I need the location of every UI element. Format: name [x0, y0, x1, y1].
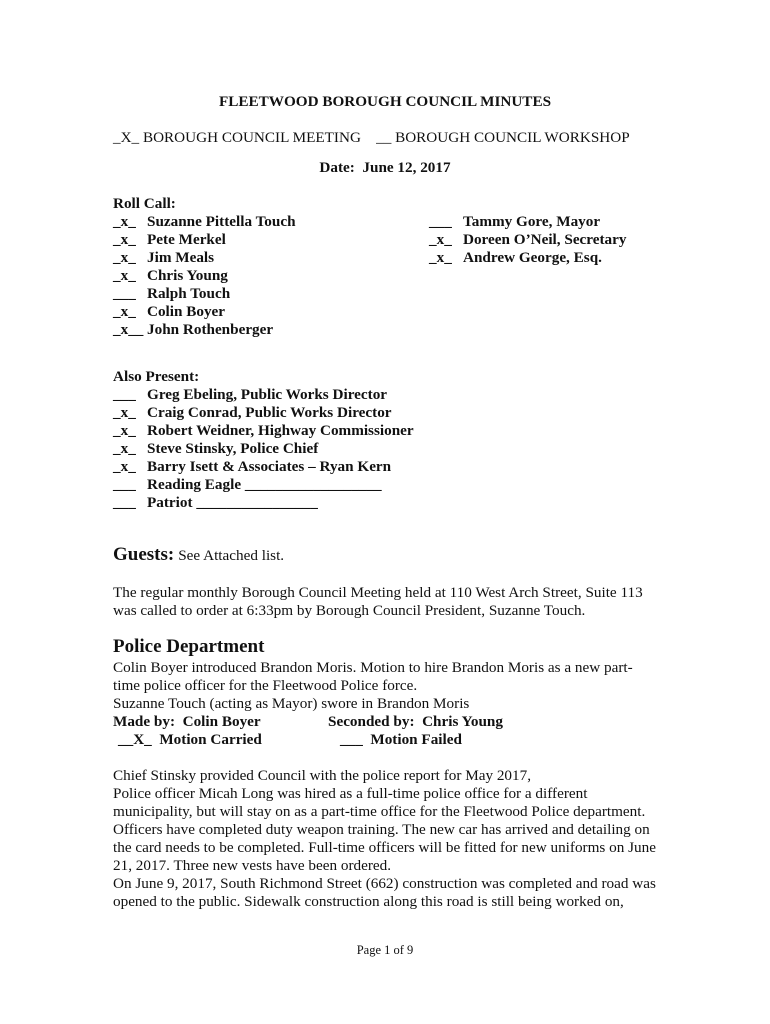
roll-call-label: Roll Call: [113, 195, 176, 212]
roll-call-item [113, 249, 214, 267]
attendance-mark: _x_ [113, 213, 136, 230]
member-name: John Rothenberger [147, 321, 274, 338]
attendee-name: Patriot ________________ [147, 494, 318, 511]
document-title: FLEETWOOD BOROUGH COUNCIL MINUTES [218, 93, 552, 110]
attendance-mark: _x_ [113, 231, 136, 248]
also-present-item [113, 386, 387, 404]
attendee-name: Robert Weidner, Highway Commissioner [147, 422, 414, 439]
member-name: Jim Meals [147, 249, 215, 266]
police-swearing-in: Suzanne Touch (acting as Mayor) swore in Brandon Moris [113, 695, 470, 712]
attendance-mark: _x_ [113, 404, 136, 421]
officer-item [429, 249, 602, 267]
also-present-item [113, 422, 414, 440]
officer-item [429, 213, 600, 231]
police-report-intro: Chief Stinsky provided Council with the police report for May 2017, [113, 767, 532, 784]
attendance-mark: ___ [113, 285, 136, 302]
intro-paragraph: The regular monthly Borough Council Meeting held at 110 West Arch Street, Suite 113 was called to order at 6:33pm by Borough Council President, Suzanne Touch. [113, 584, 643, 619]
attendee-name: Greg Ebeling, Public Works Director [147, 386, 388, 403]
guests-text: See Attached list. [178, 547, 285, 564]
member-name: Suzanne Pittella Touch [147, 213, 296, 230]
member-name: Pete Merkel [147, 231, 226, 248]
also-present-label: Also Present: [113, 368, 200, 385]
attendance-mark: ___ [429, 213, 452, 230]
attendance-mark: ___ [113, 476, 136, 493]
roll-call-item [113, 285, 230, 303]
attendance-mark: _x_ [113, 422, 136, 439]
member-name: Chris Young [147, 267, 228, 284]
motion-carried: __X_ Motion Carried [118, 731, 262, 748]
officer-name: Doreen O’Neil, Secretary [463, 231, 627, 248]
page-number: Page 1 of 9 [356, 943, 414, 957]
guests-label: Guests: [113, 544, 175, 565]
officer-item [429, 231, 627, 249]
police-report-body: Police officer Micah Long was hired as a full-time police office for a different municipality, but will stay on as a part-time office for the Fleetwood Police department. Officers have completed duty weapon training. The new car has arrived and detailing on the card needs to be completed. Full-time officers will be fitted for new uniforms on June 21, 2017. Three new vests have been ordered. [113, 785, 656, 874]
motion-failed: ___ Motion Failed [340, 731, 462, 748]
meeting-type-line: _X_ BOROUGH COUNCIL MEETING __ BOROUGH COUNCIL WORKSHOP [113, 129, 630, 146]
roll-call-item [113, 267, 228, 285]
attendee-name: Barry Isett & Associates – Ryan Kern [147, 458, 392, 475]
member-name: Colin Boyer [147, 303, 226, 320]
roll-call-item [113, 213, 296, 231]
attendance-mark: _x_ [429, 231, 452, 248]
guests-line [113, 544, 284, 566]
attendee-name: Reading Eagle __________________ [147, 476, 382, 493]
roll-call-item [113, 303, 225, 321]
attendance-mark: _x_ [113, 249, 136, 266]
also-present-item [113, 440, 318, 458]
also-present-item [113, 494, 318, 512]
officer-name: Tammy Gore, Mayor [463, 213, 601, 230]
motion-seconded-by: Seconded by: Chris Young [328, 713, 503, 730]
attendee-name: Steve Stinsky, Police Chief [147, 440, 319, 457]
attendance-mark: ___ [113, 386, 136, 403]
attendance-mark: _x_ [113, 303, 136, 320]
police-paragraph: Colin Boyer introduced Brandon Moris. Motion to hire Brandon Moris as a new part-time police officer for the Fleetwood Police force. [113, 659, 633, 694]
construction-paragraph: On June 9, 2017, South Richmond Street (662) construction was completed and road was opened to the public. Sidewalk construction along this road is still being worked on, [113, 875, 656, 910]
officer-name: Andrew George, Esq. [463, 249, 602, 266]
also-present-item [113, 476, 382, 494]
attendance-mark: _x_ [429, 249, 452, 266]
section-heading: Police Department [113, 636, 265, 657]
attendee-name: Craig Conrad, Public Works Director [147, 404, 392, 421]
attendance-mark: _x_ [113, 440, 136, 457]
attendance-mark: _x_ [113, 458, 136, 475]
attendance-mark: _x__ [113, 321, 144, 338]
attendance-mark: _x_ [113, 267, 136, 284]
also-present-item [113, 404, 392, 422]
meeting-date: Date: June 12, 2017 [319, 159, 451, 176]
motion-made-by: Made by: Colin Boyer [113, 713, 261, 730]
also-present-item [113, 458, 391, 476]
roll-call-item [113, 231, 226, 249]
member-name: Ralph Touch [147, 285, 231, 302]
attendance-mark: ___ [113, 494, 136, 511]
roll-call-item [113, 321, 273, 339]
